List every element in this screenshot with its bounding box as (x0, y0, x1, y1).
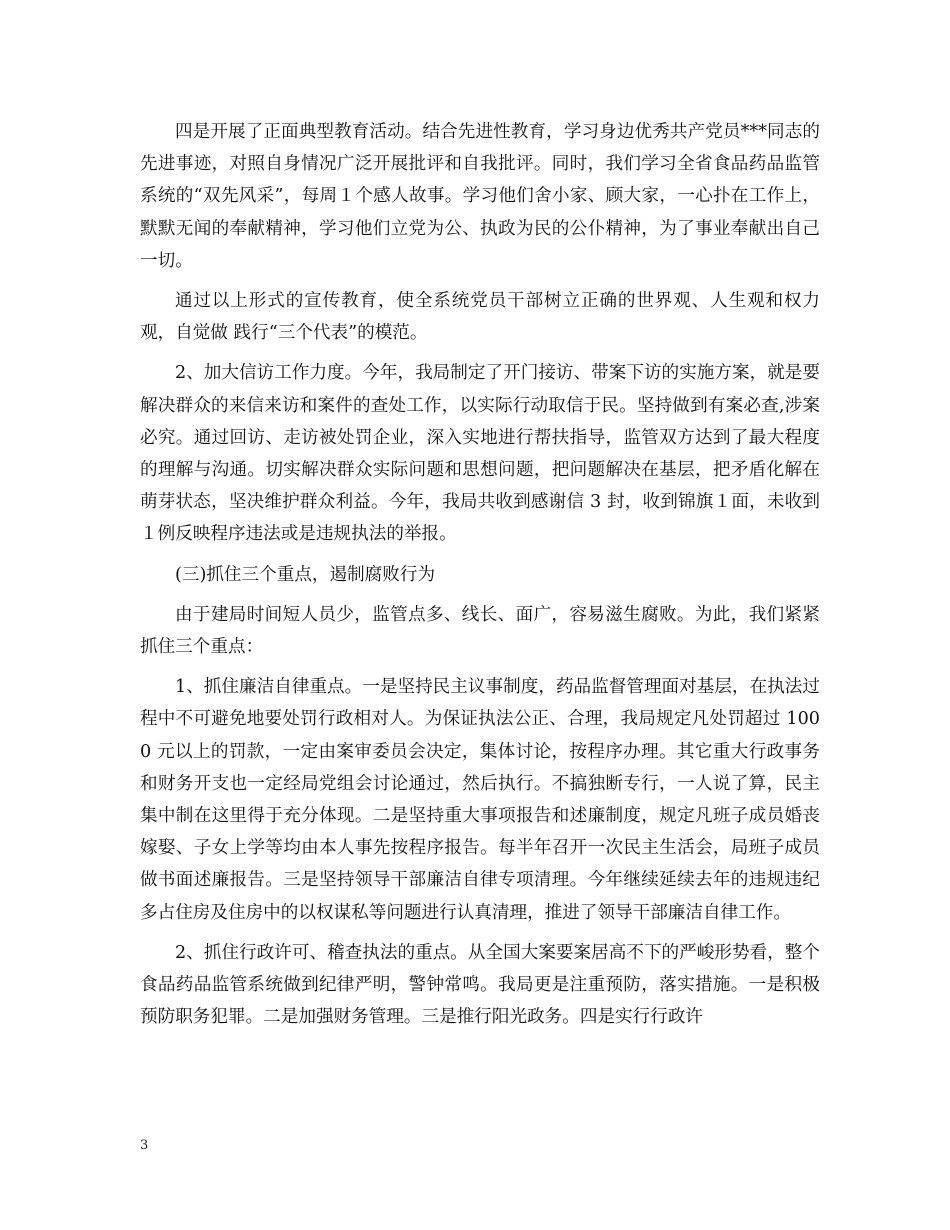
paragraph-administrative-licensing: 2、抓住行政许可、稽查执法的重点。从全国大案要案居高不下的严峻形势看，整个食品药品监管系统做到纪律严明，警钟常鸣。我局更是注重预防，落实措施。一是积极预防职务犯罪。二是加强财务管理。三是推行阳光政务。四是实行行政许 (140, 942, 820, 1028)
section-heading-three-priorities: (三)抓住三个重点，遏制腐败行为 (175, 564, 436, 585)
paragraph-petition-work: 2、加大信访工作力度。今年，我局制定了开门接访、带案下访的实施方案，就是要解决群众的来信来访和案件的查处工作，以实际行动取信于民。坚持做到有案必查,涉案必究。通过回访、走访被处罚企业，深入实地进行帮扶指导，监管双方达到了最大程度的理解与沟通。切实解决群众实际问题和思想问题，把问题解决在基层，把矛盾化解在萌芽状态，坚决维护群众利益。今年，我局共收到感谢信 3 封，收到锦旗１面，未收到１例反映程序违法或是违规执法的举报。 (140, 363, 820, 545)
paragraph-integrity-self-discipline: 1、抓住廉洁自律重点。一是坚持民主议事制度，药品监督管理面对基层，在执法过程中不可避免地要处罚行政相对人。为保证执法公正、合理，我局规定凡处罚超过 1000 元以上的罚款，一定由案审委员会决定，集体讨论，按程序办理。其它重大行政事务和财务开支也一定经局党组会讨论通过，然后执行。不搞独断专行，一人说了算，民主集中制在这里得于充分体现。二是坚持重大事项报告和述廉制度，规定凡班子成员婚丧嫁娶、子女上学等均由本人事先按程序报告。每半年召开一次民主生活会，局班子成员做书面述廉报告。三是坚持领导干部廉洁自律专项清理。今年继续延续去年的违规违纪多占住房及住房中的以权谋私等问题进行认真清理，推进了领导干部廉洁自律工作。 (140, 677, 820, 923)
page-body (140, 116, 820, 1033)
paragraph-education-summary: 通过以上形式的宣传教育，使全系统党员干部树立正确的世界观、人生观和权力观，自觉做 践行“三个代表”的模范。 (140, 291, 820, 344)
page-number: 3 (140, 1138, 149, 1153)
paragraph-three-priorities-intro: 由于建局时间短人员少，监管点多、线长、面广，容易滋生腐败。为此，我们紧紧抓住三个重点： (140, 604, 820, 658)
paragraph-positive-education: 四是开展了正面典型教育活动。结合先进性教育，学习身边优秀共产党员***同志的先进事迹，对照自身情况广泛开展批评和自我批评。同时，我们学习全省食品药品监管系统的“双先风采”，每周１个感人故事。学习他们舍小家、顾大家，一心扑在工作上，默默无闻的奉献精神，学习他们立党为公、执政为民的公仆精神，为了事业奉献出自己一切。 (140, 122, 820, 271)
